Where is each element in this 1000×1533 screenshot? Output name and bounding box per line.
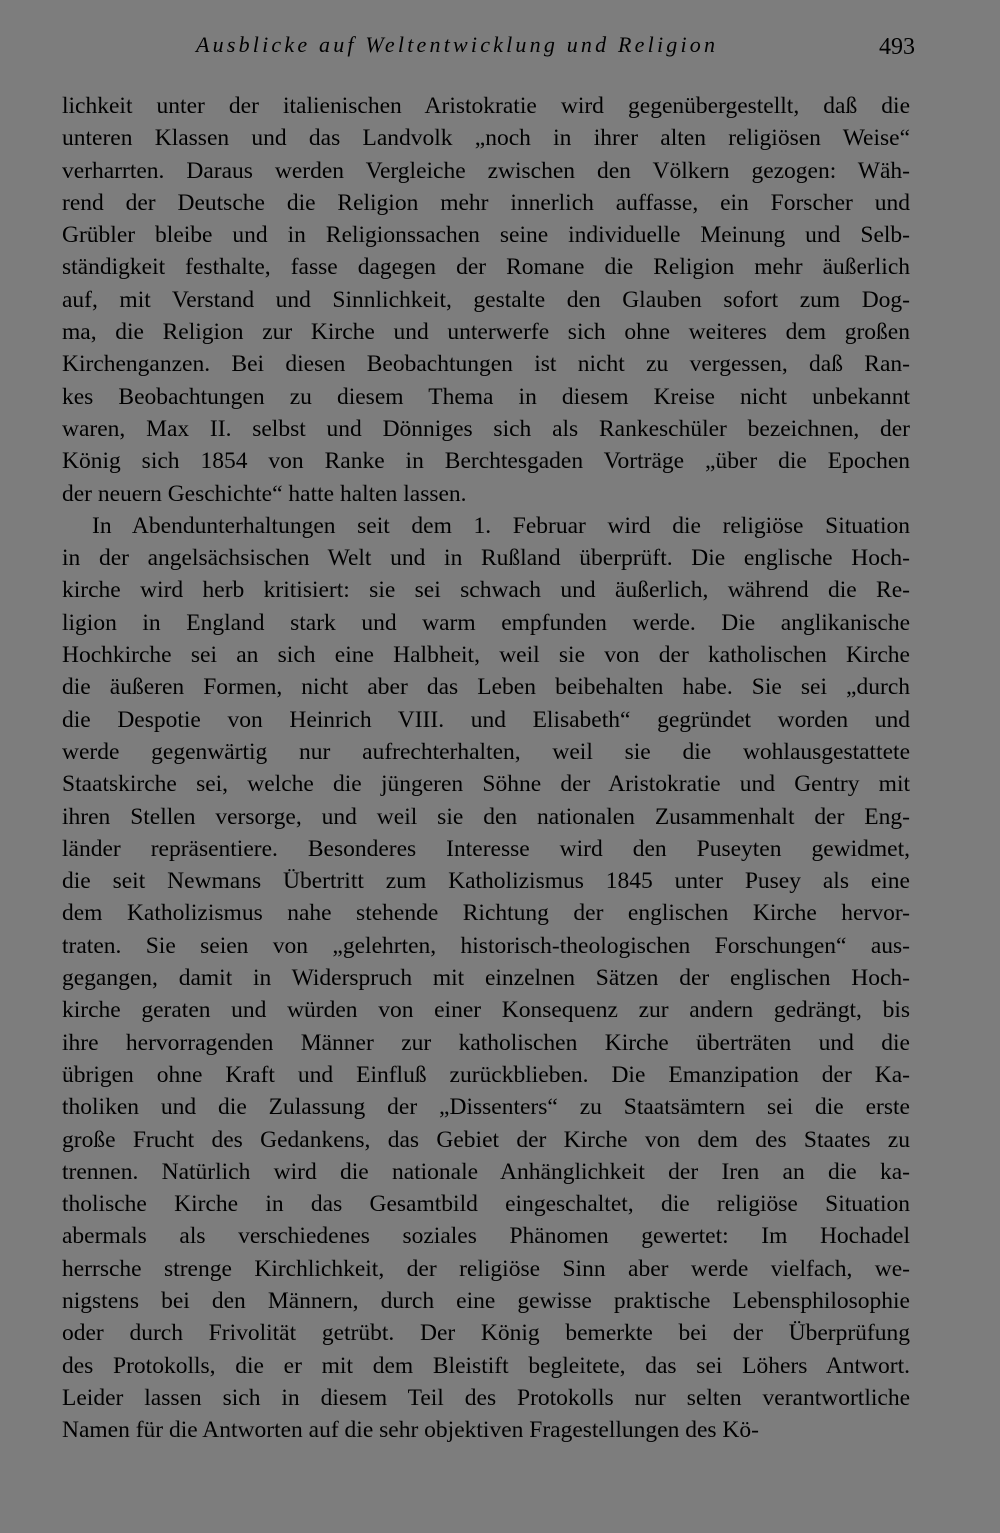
text-line: kirche geraten und würden von einer Konsequenz zur andern gedrängt, bis	[62, 997, 910, 1024]
text-line: unteren Klassen und das Landvolk „noch in ihrer alten religiösen Weise“	[62, 125, 910, 152]
text-line: des Protokolls, die er mit dem Bleistift begleitete, das sei Löhers Antwort.	[62, 1352, 910, 1379]
text-line: große Frucht des Gedankens, das Gebiet der Kirche von dem des Staates zu	[62, 1126, 910, 1153]
text-line: tholiken und die Zulassung der „Dissenters“ zu Staatsämtern sei die erste	[62, 1094, 910, 1121]
text-line: dem Katholizismus nahe stehende Richtung der englischen Kirche hervor-	[62, 900, 910, 927]
text-line: rend der Deutsche die Religion mehr innerlich auffasse, ein Forscher und	[62, 189, 910, 216]
text-line: die Despotie von Heinrich VIII. und Elisabeth“ gegründet worden und	[62, 706, 910, 733]
text-line: Hochkirche sei an sich eine Halbheit, weil sie von der katholischen Kirche	[62, 642, 910, 669]
text-line: werde gegenwärtig nur aufrechterhalten, weil sie die wohlausgestattete	[62, 738, 910, 765]
paragraph	[62, 510, 910, 1447]
body-text	[62, 90, 910, 1446]
text-line: trennen. Natürlich wird die nationale Anhänglichkeit der Iren an die ka-	[62, 1158, 910, 1185]
running-title: Ausblicke auf Weltentwicklung und Religion	[196, 32, 719, 57]
text-line: kes Beobachtungen zu diesem Thema in diesem Kreise nicht unbekannt	[62, 383, 910, 410]
text-line: Namen für die Antworten auf die sehr objektiven Fragestellungen des Kö-	[62, 1417, 759, 1444]
text-line: Leider lassen sich in diesem Teil des Protokolls nur selten verantwortliche	[62, 1384, 910, 1411]
text-line: König sich 1854 von Ranke in Berchtesgaden Vorträge „über die Epochen	[62, 448, 910, 475]
text-line: lichkeit unter der italienischen Aristokratie wird gegenübergestellt, daß die	[62, 93, 910, 119]
text-line: übrigen ohne Kraft und Einfluß zurückblieben. Die Emanzipation der Ka-	[62, 1061, 910, 1088]
text-line: in der angelsächsischen Welt und in Rußland überprüft. Die englische Hoch-	[62, 545, 910, 572]
text-line: ma, die Religion zur Kirche und unterwerfe sich ohne weiteres dem großen	[62, 319, 910, 346]
text-line: der neuern Geschichte“ hatte halten lassen.	[62, 480, 467, 507]
page-number: 493	[879, 34, 915, 60]
text-line: tholische Kirche in das Gesamtbild eingeschaltet, die religiöse Situation	[62, 1191, 910, 1218]
text-line: nigstens bei den Männern, durch eine gewisse praktische Lebensphilosophie	[62, 1287, 910, 1314]
text-line: ihre hervorragenden Männer zur katholischen Kirche überträten und die	[62, 1029, 910, 1056]
text-line: Staatskirche sei, welche die jüngeren Söhne der Aristokratie und Gentry mit	[62, 771, 910, 798]
text-line: die äußeren Formen, nicht aber das Leben beibehalten habe. Sie sei „durch	[62, 674, 910, 701]
paragraph	[62, 90, 910, 510]
text-line: Grübler bleibe und in Religionssachen seine individuelle Meinung und Selb-	[62, 222, 910, 249]
text-line: oder durch Frivolität getrübt. Der König bemerkte bei der Überprüfung	[62, 1320, 910, 1347]
text-line: abermals als verschiedenes soziales Phänomen gewertet: Im Hochadel	[62, 1223, 910, 1250]
text-line: gegangen, damit in Widerspruch mit einzelnen Sätzen der englischen Hoch-	[62, 965, 910, 992]
text-line: ligion in England stark und warm empfunden werde. Die anglikanische	[62, 609, 910, 636]
text-line: In Abendunterhaltungen seit dem 1. Februar wird die religiöse Situation	[92, 512, 910, 539]
text-line: ihren Stellen versorge, und weil sie den nationalen Zusammenhalt der Eng-	[62, 803, 910, 830]
text-line: Kirchenganzen. Bei diesen Beobachtungen ist nicht zu vergessen, daß Ran-	[62, 351, 910, 378]
text-line: die seit Newmans Übertritt zum Katholizismus 1845 unter Pusey als eine	[62, 868, 910, 895]
text-line: ständigkeit festhalte, fasse dagegen der Romane die Religion mehr äußerlich	[62, 254, 910, 281]
text-line: waren, Max II. selbst und Dönniges sich als Rankeschüler bezeichnen, der	[62, 415, 910, 442]
text-line: kirche wird herb kritisiert: sie sei schwach und äußerlich, während die Re-	[62, 577, 910, 604]
text-line: herrsche strenge Kirchlichkeit, der religiöse Sinn aber werde vielfach, we-	[62, 1255, 910, 1282]
text-line: traten. Sie seien von „gelehrten, historisch-theologischen Forschungen“ aus-	[62, 932, 910, 959]
text-line: auf, mit Verstand und Sinnlichkeit, gestalte den Glauben sofort zum Dog-	[62, 286, 910, 313]
text-line: länder repräsentiere. Besonderes Interesse wird den Puseyten gewidmet,	[62, 835, 910, 862]
text-line: verharrten. Daraus werden Vergleiche zwischen den Völkern gezogen: Wäh-	[62, 157, 910, 184]
